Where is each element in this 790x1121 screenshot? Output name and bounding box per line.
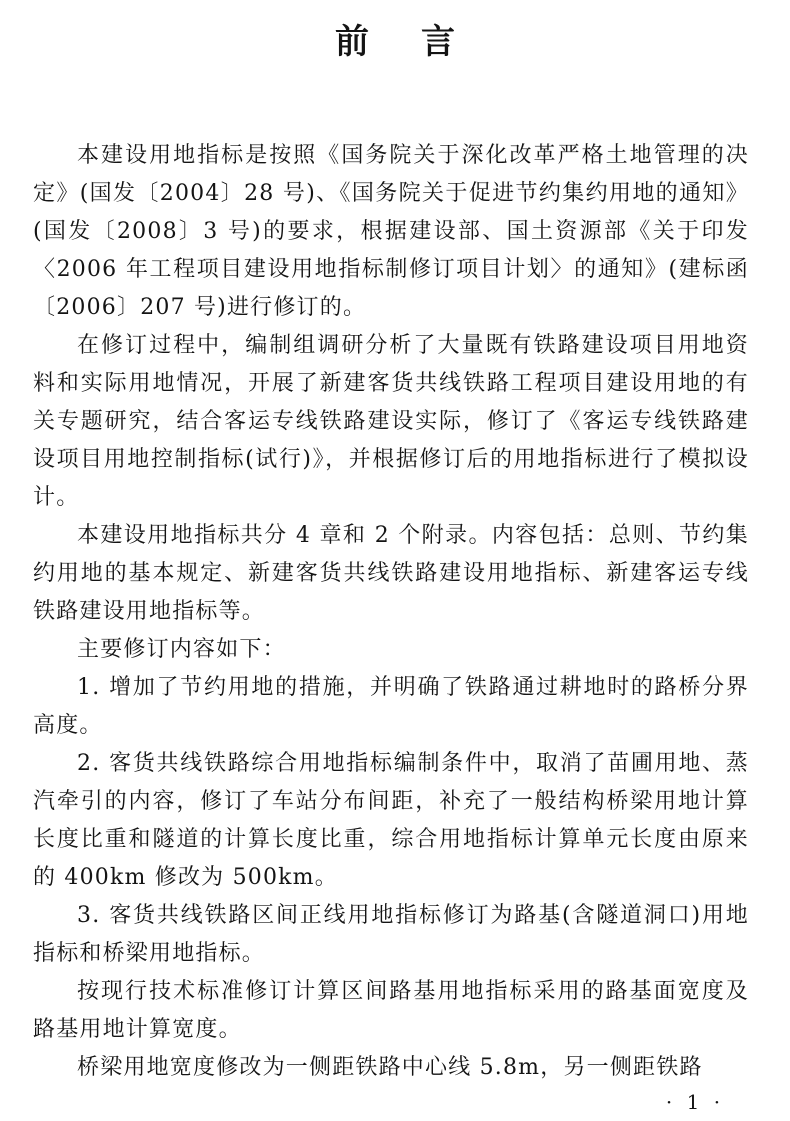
paragraph: 本建设用地指标共分 4 章和 2 个附录。内容包括：总则、节约集约用地的基本规定、新建客货共线铁路建设用地指标、新建客运专线铁路建设用地指标等。 [33, 523, 749, 624]
paragraph: 桥梁用地宽度修改为一侧距铁路中心线 5.8m，另一侧距铁路 [77, 1055, 703, 1080]
paragraph: 在修订过程中，编制组调研分析了大量既有铁路建设项目用地资料和实际用地情况，开展了新建客货共线铁路工程项目建设用地的有关专题研究，结合客运专线铁路建设实际，修订了《客运专线铁路建设项目用地控制指标(试行)》，并根据修订后的用地指标进行了模拟设计。 [33, 333, 749, 510]
paragraph: 主要修订内容如下： [77, 637, 286, 662]
list-item: 3. 客货共线铁路区间正线用地指标修订为路基(含隧道洞口)用地指标和桥梁用地指标。 [33, 903, 749, 966]
page-number: · 1 · [665, 1090, 725, 1114]
document-body [33, 137, 749, 1087]
paragraph: 按现行技术标准修订计算区间路基用地指标采用的路基面宽度及路基用地计算宽度。 [33, 979, 749, 1042]
list-item: 2. 客货共线铁路综合用地指标编制条件中，取消了苗圃用地、蒸汽牵引的内容，修订了车站分布间距，补充了一般结构桥梁用地计算长度比重和隧道的计算长度比重，综合用地指标计算单元长度由原来的 400km 修改为 500km。 [33, 751, 749, 890]
list-item: 1. 增加了节约用地的措施，并明确了铁路通过耕地时的路桥分界高度。 [33, 675, 749, 738]
paragraph: 本建设用地指标是按照《国务院关于深化改革严格土地管理的决定》(国发〔2004〕28 号)、《国务院关于促进节约集约用地的通知》(国发〔2008〕3 号)的要求，根据建设部、国土资源部《关于印发〈2006 年工程项目建设用地指标制修订项目计划〉的通知》(建标函〔2006〕207 号)进行修订的。 [33, 143, 749, 320]
page-title: 前言 [335, 22, 507, 62]
